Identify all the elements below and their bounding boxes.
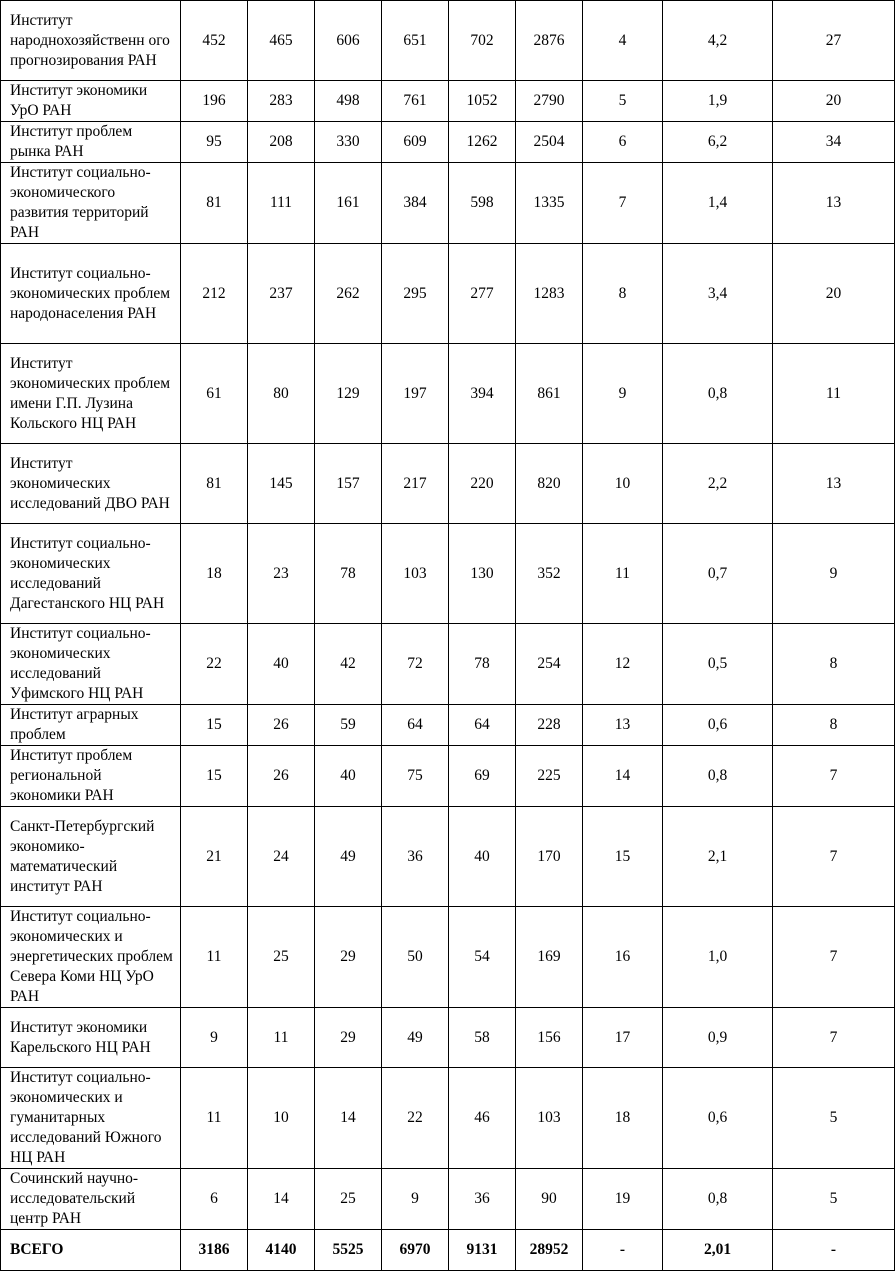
value-cell: 11 bbox=[248, 1008, 315, 1068]
value-cell: 0,5 bbox=[663, 624, 773, 705]
total-label-cell: ВСЕГО bbox=[1, 1230, 181, 1271]
value-cell: 161 bbox=[315, 163, 382, 244]
value-cell: 18 bbox=[181, 524, 248, 624]
value-cell: 220 bbox=[449, 444, 516, 524]
value-cell: 1,9 bbox=[663, 81, 773, 122]
value-cell: 13 bbox=[773, 163, 895, 244]
value-cell: 24 bbox=[248, 807, 315, 907]
table-row bbox=[1, 807, 895, 907]
table-row bbox=[1, 1068, 895, 1169]
value-cell: 13 bbox=[583, 705, 663, 746]
value-cell: 22 bbox=[382, 1068, 449, 1169]
value-cell: 15 bbox=[181, 746, 248, 807]
value-cell: 761 bbox=[382, 81, 449, 122]
value-cell: 36 bbox=[449, 1169, 516, 1230]
value-cell: 394 bbox=[449, 344, 516, 444]
value-cell: 10 bbox=[248, 1068, 315, 1169]
value-cell: 50 bbox=[382, 907, 449, 1008]
table-row bbox=[1, 163, 895, 244]
table-row bbox=[1, 1008, 895, 1068]
institute-name-cell: Институт социально-экономического развития территорий РАН bbox=[1, 163, 181, 244]
value-cell: 7 bbox=[773, 1008, 895, 1068]
table-body bbox=[1, 1, 895, 1271]
value-cell: 283 bbox=[248, 81, 315, 122]
value-cell: 26 bbox=[248, 746, 315, 807]
value-cell: 0,8 bbox=[663, 1169, 773, 1230]
total-value-cell: 6970 bbox=[382, 1230, 449, 1271]
total-value-cell: 2,01 bbox=[663, 1230, 773, 1271]
table-row bbox=[1, 344, 895, 444]
value-cell: 197 bbox=[382, 344, 449, 444]
total-value-cell: 4140 bbox=[248, 1230, 315, 1271]
value-cell: 64 bbox=[449, 705, 516, 746]
value-cell: 20 bbox=[773, 81, 895, 122]
value-cell: 21 bbox=[181, 807, 248, 907]
value-cell: 225 bbox=[516, 746, 583, 807]
total-value-cell: 28952 bbox=[516, 1230, 583, 1271]
total-value-cell: - bbox=[583, 1230, 663, 1271]
value-cell: 1335 bbox=[516, 163, 583, 244]
value-cell: 59 bbox=[315, 705, 382, 746]
value-cell: 103 bbox=[516, 1068, 583, 1169]
value-cell: 196 bbox=[181, 81, 248, 122]
value-cell: 4 bbox=[583, 1, 663, 81]
value-cell: 2876 bbox=[516, 1, 583, 81]
institute-name-cell: Институт социально-экономических и энергетических проблем Севера Коми НЦ УрО РАН bbox=[1, 907, 181, 1008]
institute-name-cell: Институт социально-экономических и гуманитарных исследований Южного НЦ РАН bbox=[1, 1068, 181, 1169]
value-cell: 17 bbox=[583, 1008, 663, 1068]
value-cell: 90 bbox=[516, 1169, 583, 1230]
institute-name-cell: Институт аграрных проблем bbox=[1, 705, 181, 746]
institute-name-cell: Институт экономических проблем имени Г.П. Лузина Кольского НЦ РАН bbox=[1, 344, 181, 444]
value-cell: 237 bbox=[248, 244, 315, 344]
value-cell: 27 bbox=[773, 1, 895, 81]
value-cell: 14 bbox=[248, 1169, 315, 1230]
table-row bbox=[1, 746, 895, 807]
value-cell: 69 bbox=[449, 746, 516, 807]
table-row bbox=[1, 444, 895, 524]
value-cell: 6 bbox=[583, 122, 663, 163]
value-cell: 217 bbox=[382, 444, 449, 524]
value-cell: 49 bbox=[315, 807, 382, 907]
value-cell: 0,7 bbox=[663, 524, 773, 624]
value-cell: 9 bbox=[583, 344, 663, 444]
value-cell: 36 bbox=[382, 807, 449, 907]
value-cell: 0,8 bbox=[663, 344, 773, 444]
table-row bbox=[1, 244, 895, 344]
value-cell: 14 bbox=[583, 746, 663, 807]
value-cell: 606 bbox=[315, 1, 382, 81]
institute-name-cell: Институт народнохозяйственн ого прогнозирования РАН bbox=[1, 1, 181, 81]
value-cell: 861 bbox=[516, 344, 583, 444]
value-cell: 54 bbox=[449, 907, 516, 1008]
value-cell: 11 bbox=[773, 344, 895, 444]
value-cell: 81 bbox=[181, 444, 248, 524]
value-cell: 5 bbox=[773, 1068, 895, 1169]
value-cell: 5 bbox=[773, 1169, 895, 1230]
value-cell: 7 bbox=[773, 807, 895, 907]
value-cell: 11 bbox=[181, 907, 248, 1008]
total-value-cell: - bbox=[773, 1230, 895, 1271]
value-cell: 11 bbox=[583, 524, 663, 624]
value-cell: 26 bbox=[248, 705, 315, 746]
value-cell: 80 bbox=[248, 344, 315, 444]
value-cell: 598 bbox=[449, 163, 516, 244]
value-cell: 10 bbox=[583, 444, 663, 524]
value-cell: 16 bbox=[583, 907, 663, 1008]
value-cell: 4,2 bbox=[663, 1, 773, 81]
value-cell: 40 bbox=[315, 746, 382, 807]
total-value-cell: 3186 bbox=[181, 1230, 248, 1271]
value-cell: 145 bbox=[248, 444, 315, 524]
table-row bbox=[1, 907, 895, 1008]
value-cell: 8 bbox=[773, 705, 895, 746]
value-cell: 42 bbox=[315, 624, 382, 705]
institute-name-cell: Институт экономических исследований ДВО РАН bbox=[1, 444, 181, 524]
table-row bbox=[1, 81, 895, 122]
value-cell: 1283 bbox=[516, 244, 583, 344]
value-cell: 19 bbox=[583, 1169, 663, 1230]
value-cell: 7 bbox=[773, 746, 895, 807]
value-cell: 7 bbox=[583, 163, 663, 244]
table-row bbox=[1, 524, 895, 624]
value-cell: 330 bbox=[315, 122, 382, 163]
table-row bbox=[1, 1, 895, 81]
value-cell: 2,1 bbox=[663, 807, 773, 907]
value-cell: 465 bbox=[248, 1, 315, 81]
value-cell: 384 bbox=[382, 163, 449, 244]
value-cell: 20 bbox=[773, 244, 895, 344]
value-cell: 609 bbox=[382, 122, 449, 163]
institute-name-cell: Институт социально-экономических проблем народонаселения РАН bbox=[1, 244, 181, 344]
institute-name-cell: Институт экономики Карельского НЦ РАН bbox=[1, 1008, 181, 1068]
value-cell: 49 bbox=[382, 1008, 449, 1068]
value-cell: 29 bbox=[315, 907, 382, 1008]
value-cell: 170 bbox=[516, 807, 583, 907]
value-cell: 78 bbox=[449, 624, 516, 705]
value-cell: 228 bbox=[516, 705, 583, 746]
value-cell: 9 bbox=[181, 1008, 248, 1068]
value-cell: 6,2 bbox=[663, 122, 773, 163]
total-row bbox=[1, 1230, 895, 1271]
value-cell: 0,6 bbox=[663, 705, 773, 746]
value-cell: 3,4 bbox=[663, 244, 773, 344]
value-cell: 129 bbox=[315, 344, 382, 444]
total-value-cell: 5525 bbox=[315, 1230, 382, 1271]
value-cell: 130 bbox=[449, 524, 516, 624]
value-cell: 9 bbox=[382, 1169, 449, 1230]
value-cell: 8 bbox=[583, 244, 663, 344]
value-cell: 75 bbox=[382, 746, 449, 807]
value-cell: 820 bbox=[516, 444, 583, 524]
value-cell: 254 bbox=[516, 624, 583, 705]
value-cell: 0,8 bbox=[663, 746, 773, 807]
value-cell: 0,9 bbox=[663, 1008, 773, 1068]
value-cell: 29 bbox=[315, 1008, 382, 1068]
value-cell: 5 bbox=[583, 81, 663, 122]
total-value-cell: 9131 bbox=[449, 1230, 516, 1271]
value-cell: 208 bbox=[248, 122, 315, 163]
value-cell: 1262 bbox=[449, 122, 516, 163]
value-cell: 12 bbox=[583, 624, 663, 705]
value-cell: 64 bbox=[382, 705, 449, 746]
value-cell: 78 bbox=[315, 524, 382, 624]
value-cell: 169 bbox=[516, 907, 583, 1008]
value-cell: 25 bbox=[315, 1169, 382, 1230]
value-cell: 46 bbox=[449, 1068, 516, 1169]
value-cell: 61 bbox=[181, 344, 248, 444]
value-cell: 156 bbox=[516, 1008, 583, 1068]
table-row bbox=[1, 122, 895, 163]
value-cell: 651 bbox=[382, 1, 449, 81]
table-row bbox=[1, 705, 895, 746]
value-cell: 0,6 bbox=[663, 1068, 773, 1169]
value-cell: 1052 bbox=[449, 81, 516, 122]
value-cell: 2790 bbox=[516, 81, 583, 122]
value-cell: 262 bbox=[315, 244, 382, 344]
value-cell: 352 bbox=[516, 524, 583, 624]
institute-name-cell: Санкт-Петербургский экономико-математический институт РАН bbox=[1, 807, 181, 907]
value-cell: 157 bbox=[315, 444, 382, 524]
value-cell: 111 bbox=[248, 163, 315, 244]
value-cell: 25 bbox=[248, 907, 315, 1008]
value-cell: 7 bbox=[773, 907, 895, 1008]
value-cell: 14 bbox=[315, 1068, 382, 1169]
value-cell: 34 bbox=[773, 122, 895, 163]
value-cell: 11 bbox=[181, 1068, 248, 1169]
institute-name-cell: Институт проблем рынка РАН bbox=[1, 122, 181, 163]
value-cell: 15 bbox=[583, 807, 663, 907]
institute-name-cell: Институт социально-экономических исследований Дагестанского НЦ РАН bbox=[1, 524, 181, 624]
value-cell: 2504 bbox=[516, 122, 583, 163]
value-cell: 498 bbox=[315, 81, 382, 122]
value-cell: 212 bbox=[181, 244, 248, 344]
value-cell: 23 bbox=[248, 524, 315, 624]
value-cell: 40 bbox=[449, 807, 516, 907]
value-cell: 58 bbox=[449, 1008, 516, 1068]
value-cell: 9 bbox=[773, 524, 895, 624]
value-cell: 95 bbox=[181, 122, 248, 163]
value-cell: 1,4 bbox=[663, 163, 773, 244]
value-cell: 18 bbox=[583, 1068, 663, 1169]
value-cell: 103 bbox=[382, 524, 449, 624]
table-row bbox=[1, 1169, 895, 1230]
value-cell: 2,2 bbox=[663, 444, 773, 524]
institute-name-cell: Институт проблем региональной экономики РАН bbox=[1, 746, 181, 807]
value-cell: 22 bbox=[181, 624, 248, 705]
table-row bbox=[1, 624, 895, 705]
institute-name-cell: Сочинский научно-исследовательский центр РАН bbox=[1, 1169, 181, 1230]
value-cell: 72 bbox=[382, 624, 449, 705]
value-cell: 452 bbox=[181, 1, 248, 81]
value-cell: 702 bbox=[449, 1, 516, 81]
value-cell: 6 bbox=[181, 1169, 248, 1230]
institute-name-cell: Институт экономики УрО РАН bbox=[1, 81, 181, 122]
value-cell: 8 bbox=[773, 624, 895, 705]
value-cell: 1,0 bbox=[663, 907, 773, 1008]
value-cell: 13 bbox=[773, 444, 895, 524]
value-cell: 81 bbox=[181, 163, 248, 244]
value-cell: 40 bbox=[248, 624, 315, 705]
value-cell: 277 bbox=[449, 244, 516, 344]
institute-name-cell: Институт социально-экономических исследований Уфимского НЦ РАН bbox=[1, 624, 181, 705]
value-cell: 295 bbox=[382, 244, 449, 344]
value-cell: 15 bbox=[181, 705, 248, 746]
